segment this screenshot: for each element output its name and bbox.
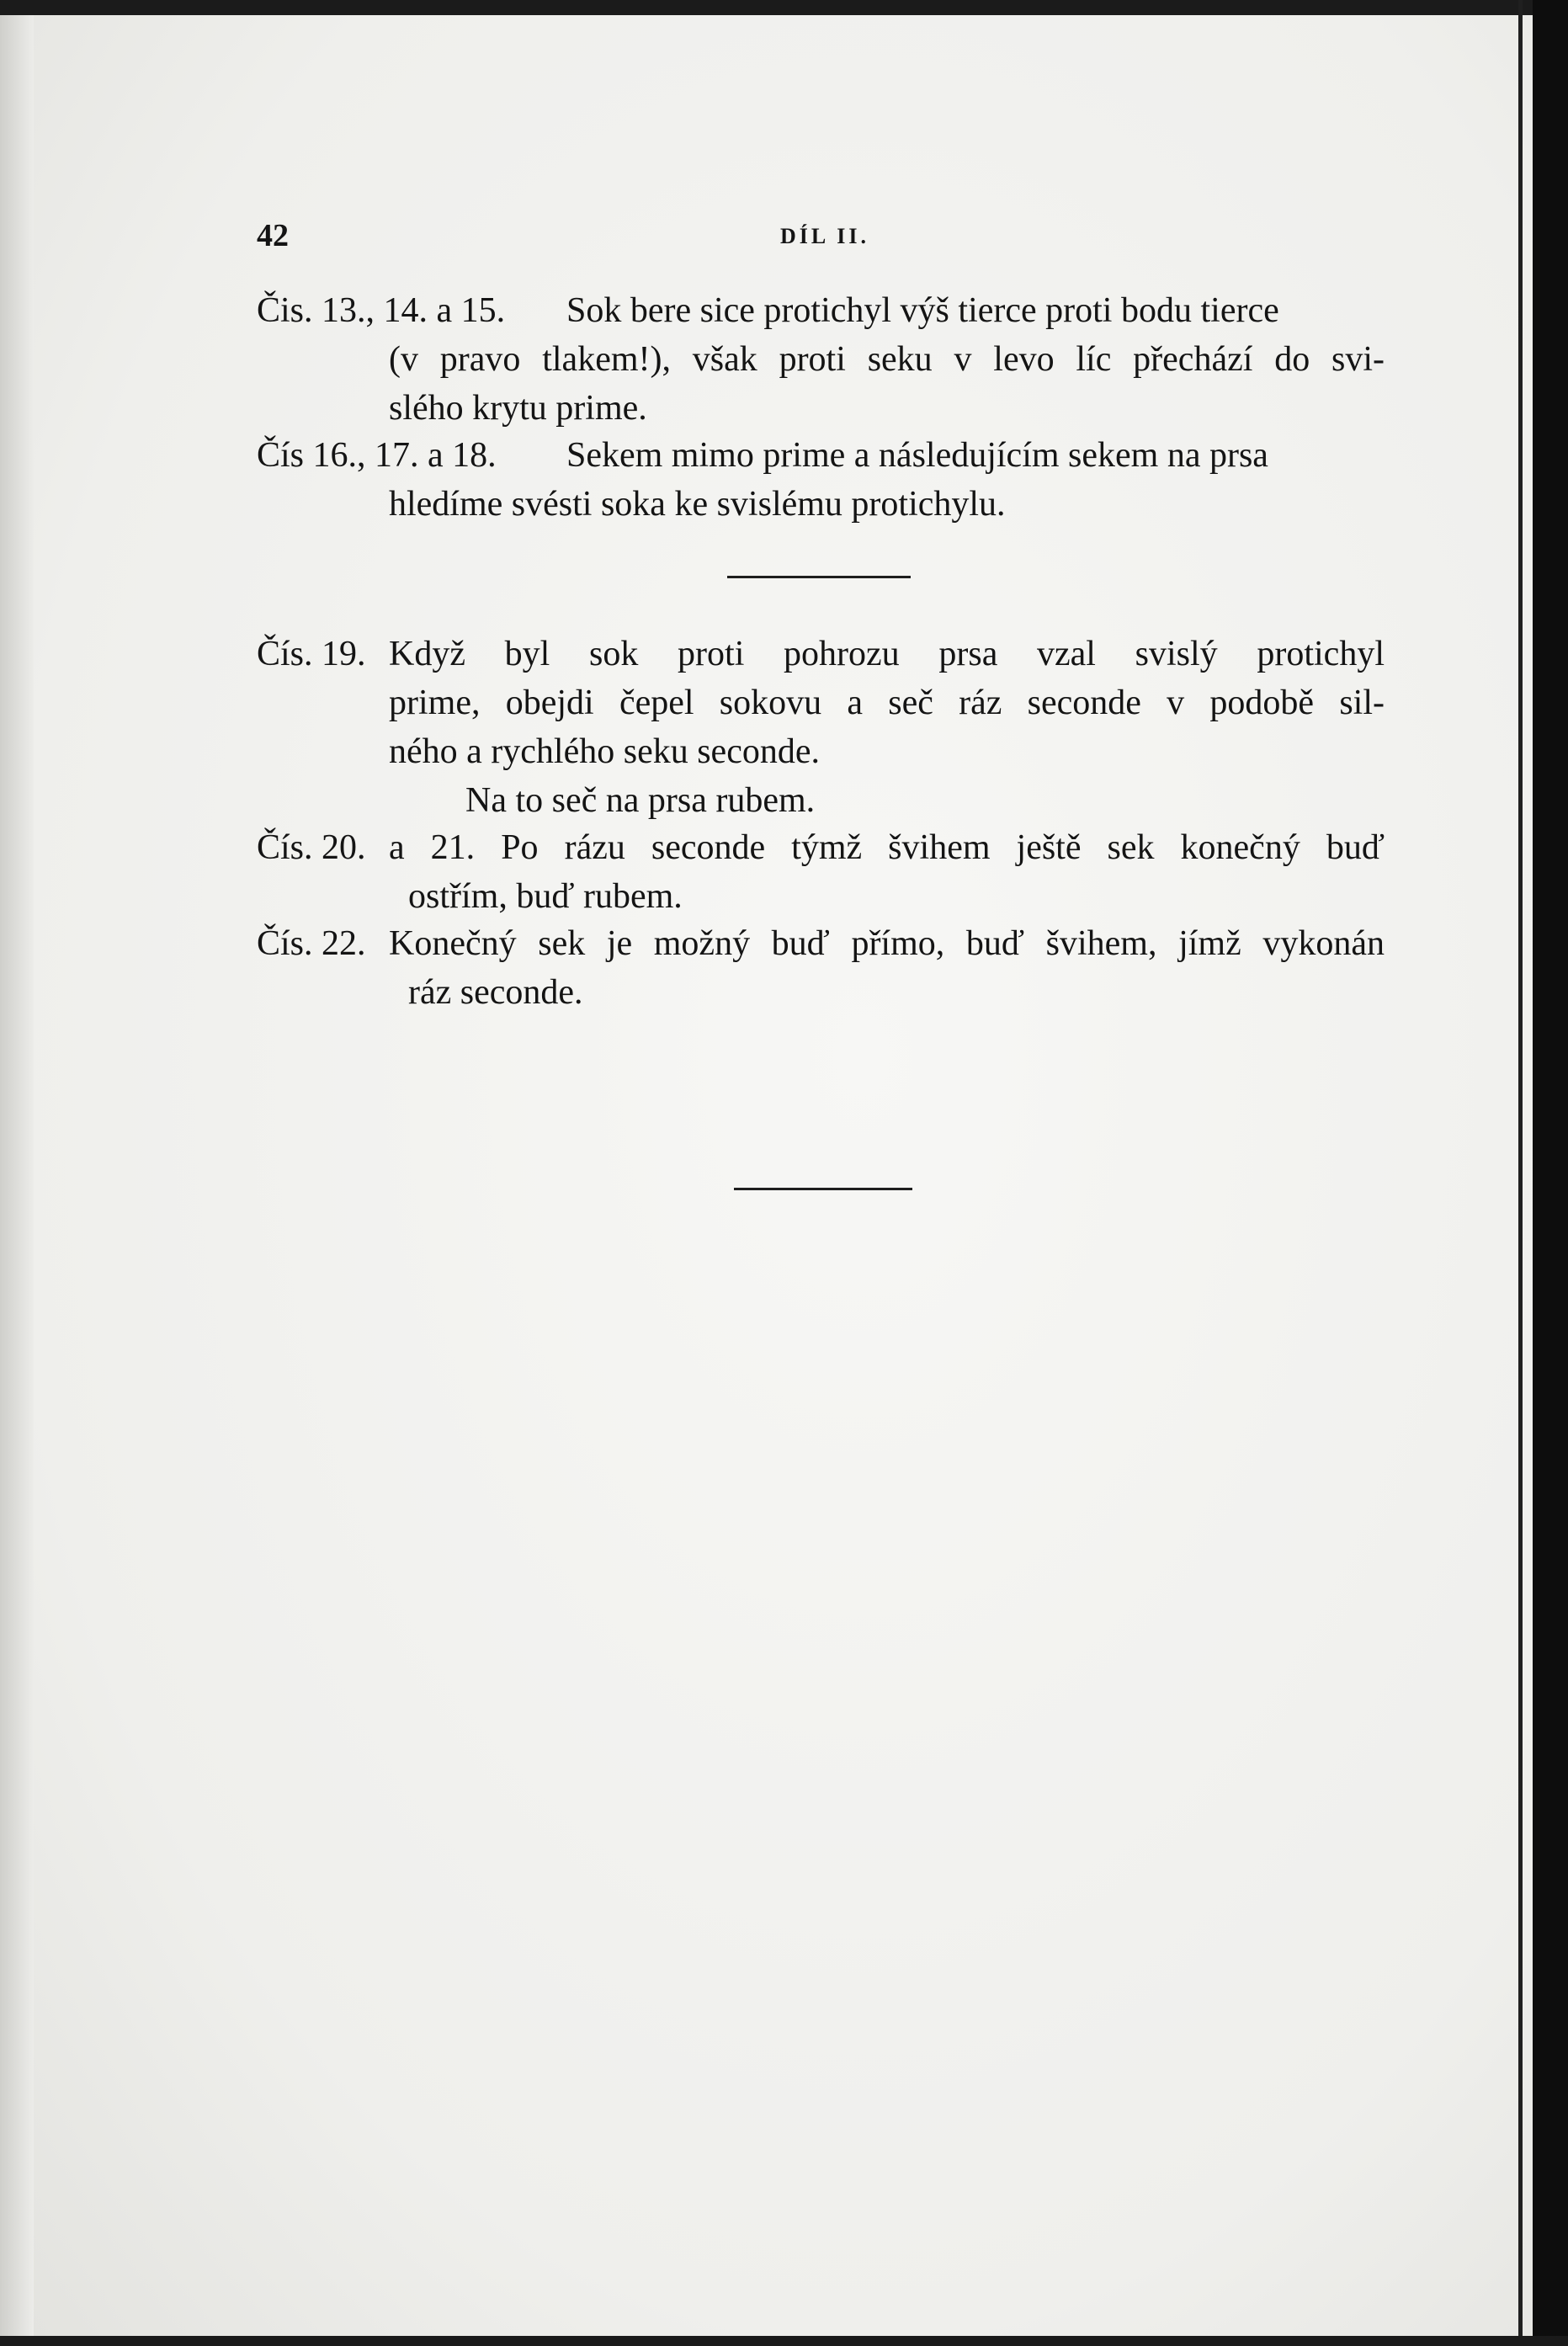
entry-line: (v pravo tlakem!), však proti seku v levo líc přechází do svi-: [389, 340, 1385, 379]
scan-right-border: [1533, 0, 1568, 2346]
end-rule: [734, 1188, 912, 1190]
page-header: [257, 217, 1385, 259]
scan-top-border: [0, 0, 1568, 15]
entry-20-21: [257, 823, 1385, 924]
scan-right-line: [1518, 0, 1523, 2346]
page-number: 42: [257, 218, 289, 253]
page-left-shadow: [0, 0, 34, 2346]
entry-line: hledíme svésti soka ke svislému protichylu.: [389, 485, 1006, 524]
scan-bottom-border: [0, 2336, 1568, 2346]
entry-line: slého krytu prime.: [389, 389, 647, 428]
entry-13-15: [257, 286, 1385, 438]
entry-line: Sekem mimo prime a následujícím sekem na prsa: [566, 436, 1268, 475]
entry-line: ráz seconde.: [408, 973, 583, 1012]
entry-ref: Čís. 19.: [257, 635, 366, 673]
section-rule: [727, 576, 911, 578]
entry-line: Na to seč na prsa rubem.: [465, 781, 816, 820]
entry-line: ného a rychlého seku seconde.: [389, 732, 820, 771]
entry-19: [257, 630, 1385, 832]
entry-line: prime, obejdi čepel sokovu a seč ráz seconde v podobě sil-: [389, 684, 1385, 722]
entry-line: a 21. Po rázu seconde týmž švihem ještě sek konečný buď: [389, 828, 1385, 867]
entry-line: ostřím, buď rubem.: [408, 877, 683, 916]
entry-22: [257, 919, 1385, 1020]
running-head: DÍL II.: [780, 224, 870, 248]
entry-line: Sok bere sice protichyl výš tierce proti bodu tierce: [566, 291, 1279, 330]
entry-16-18: [257, 431, 1385, 532]
entry-ref: Čís. 20.: [257, 828, 366, 867]
entry-ref: Čis. 13., 14. a 15.: [257, 291, 506, 330]
entry-line: Když byl sok proti pohrozu prsa vzal svislý protichyl: [389, 635, 1385, 673]
entry-ref: Čís 16., 17. a 18.: [257, 436, 497, 475]
entry-line: Konečný sek je možný buď přímo, buď švihem, jímž vykonán: [389, 924, 1385, 963]
entry-ref: Čís. 22.: [257, 924, 366, 963]
